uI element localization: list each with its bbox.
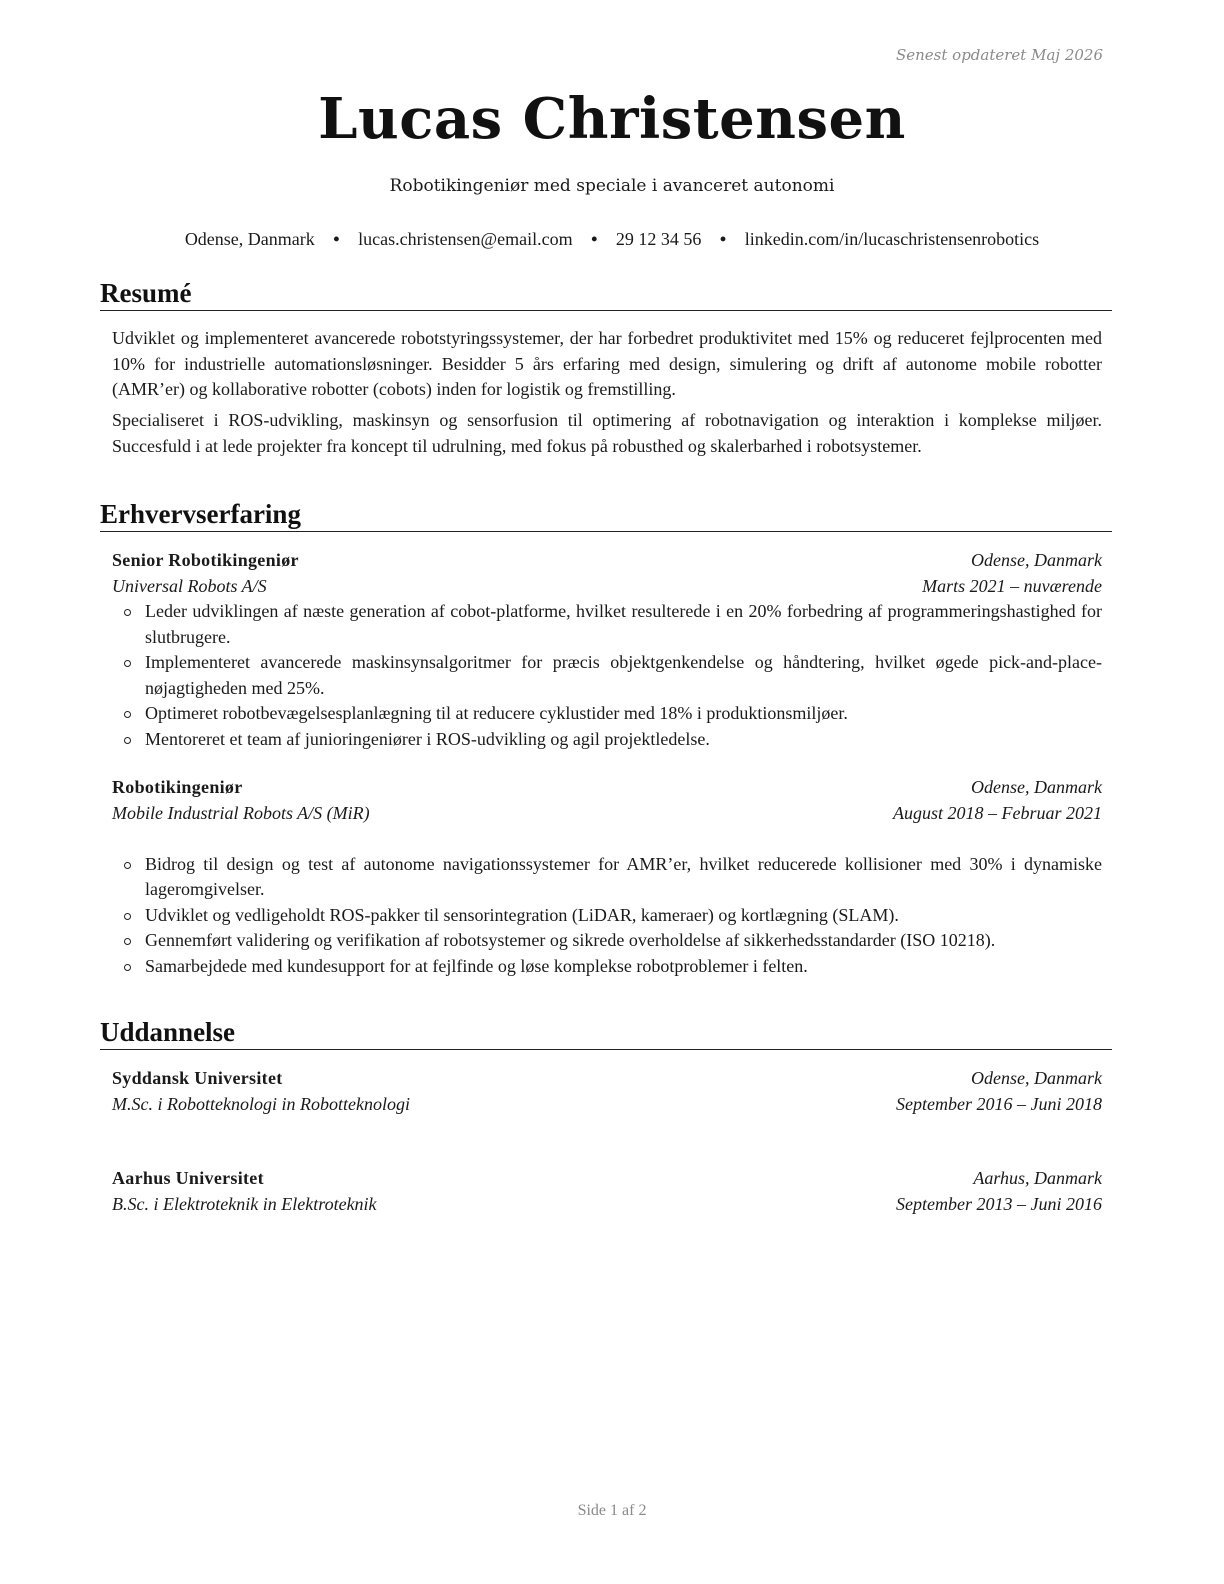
job-role: Senior Robotikingeniør xyxy=(112,550,299,570)
page-number: Side 1 af 2 xyxy=(577,1502,647,1519)
circle-bullet-icon xyxy=(124,938,131,945)
job-company: Mobile Industrial Robots A/S (MiR) xyxy=(112,802,370,823)
education-entry xyxy=(112,1166,1102,1243)
tagline: Robotikingeniør med speciale i avanceret autonomi xyxy=(389,176,835,196)
circle-bullet-icon xyxy=(124,862,131,869)
contact-location: Odense, Danmark xyxy=(184,229,315,249)
circle-bullet-icon xyxy=(124,737,131,744)
list-item: Optimeret robotbevægelsesplanlægning til at reducere cyklustider med 18% i produktionsmiljøer. xyxy=(112,701,1102,727)
contact-email[interactable]: lucas.christensen@email.com xyxy=(358,229,573,249)
summary-paragraph-1: Udviklet og implementeret avancerede robotstyringssystemer, der har forbedret produktivitet med 15% og reduceret fejlprocenten med 10% for industrielle automationsløsninger. Besidder 5 års erfaring med design, simulering og drift af autonome mobile robotter (AMR’er) og kollaborative robotter (cobots) inden for logistik og fremstilling. xyxy=(112,328,1102,399)
job-dates: August 2018 – Februar 2021 xyxy=(893,802,1102,823)
job-entry xyxy=(112,775,1102,979)
section-title-summary: Resumé xyxy=(100,278,1112,311)
job-role: Robotikingeniør xyxy=(112,777,243,797)
bullet-separator: • xyxy=(719,229,727,249)
job-location: Odense, Danmark xyxy=(971,550,1102,570)
school-location: Aarhus, Danmark xyxy=(973,1168,1102,1188)
bullet-separator: • xyxy=(591,229,598,249)
bullet-separator: • xyxy=(333,229,340,249)
list-item: Gennemført validering og verifikation af robotsystemer og sikrede overholdelse af sikkerhedsstandarder (ISO 10218). xyxy=(112,928,1102,954)
summary-paragraph-2: Specialiseret i ROS-udvikling, maskinsyn og sensorfusion til optimering af robotnavigation og interaktion i komplekse miljøer. Succesfuld i at lede projekter fra koncept til udrulning, med fokus på robusthed og skalerbarhed i robotsystemer. xyxy=(112,410,1102,456)
candidate-name: Lucas Christensen xyxy=(318,86,906,152)
list-item: Udviklet og vedligeholdt ROS-pakker til sensorintegration (LiDAR, kameraer) og kortlægning (SLAM). xyxy=(112,903,1102,929)
list-item: Leder udviklingen af næste generation af cobot-platforme, hvilket resulterede i en 20% forbedring af programmeringshastighed for slutbrugere. xyxy=(112,599,1102,650)
circle-bullet-icon xyxy=(124,660,131,667)
section-title-experience: Erhvervserfaring xyxy=(100,499,1112,532)
circle-bullet-icon xyxy=(124,913,131,920)
job-company: Universal Robots A/S xyxy=(112,575,267,596)
list-item: Bidrog til design og test af autonome navigationssystemer for AMR’er, hvilket reducerede kollisioner med 30% i dynamiske lageromgivelser. xyxy=(112,852,1102,903)
circle-bullet-icon xyxy=(124,711,131,718)
job-dates: Marts 2021 – nuværende xyxy=(922,575,1102,596)
job-bullets xyxy=(112,852,1102,980)
circle-bullet-icon xyxy=(124,964,131,971)
job-bullets xyxy=(112,599,1102,752)
list-item: Samarbejdede med kundesupport for at fejlfinde og løse komplekse robotproblemer i felten. xyxy=(112,954,1102,980)
list-item: Mentoreret et team af junioringeniører i ROS-udvikling og agil projektledelse. xyxy=(112,727,1102,753)
degree: M.Sc. i Robotteknologi in Robotteknologi xyxy=(112,1093,410,1114)
last-updated: Senest opdateret Maj 2026 xyxy=(895,46,1103,64)
school-location: Odense, Danmark xyxy=(971,1068,1102,1088)
job-location: Odense, Danmark xyxy=(971,777,1102,797)
list-item: Implementeret avancerede maskinsynsalgoritmer for præcis objektgenkendelse og håndtering, hvilket øgede pick-and-place-nøjagtigheden med 25%. xyxy=(112,650,1102,701)
school-name: Aarhus Universitet xyxy=(112,1168,264,1188)
contact-phone[interactable]: 29 12 34 56 xyxy=(615,229,702,249)
contact-linkedin[interactable]: linkedin.com/in/lucaschristensenrobotics xyxy=(744,229,1040,249)
contact-line xyxy=(0,229,1224,250)
education-dates: September 2013 – Juni 2016 xyxy=(896,1193,1102,1214)
section-title-education: Uddannelse xyxy=(100,1017,1112,1050)
education-entry xyxy=(112,1066,1102,1143)
school-name: Syddansk Universitet xyxy=(112,1068,283,1088)
education-dates: September 2016 – Juni 2018 xyxy=(896,1093,1102,1114)
circle-bullet-icon xyxy=(124,609,131,616)
job-entry xyxy=(112,548,1102,752)
degree: B.Sc. i Elektroteknik in Elektroteknik xyxy=(112,1193,377,1214)
